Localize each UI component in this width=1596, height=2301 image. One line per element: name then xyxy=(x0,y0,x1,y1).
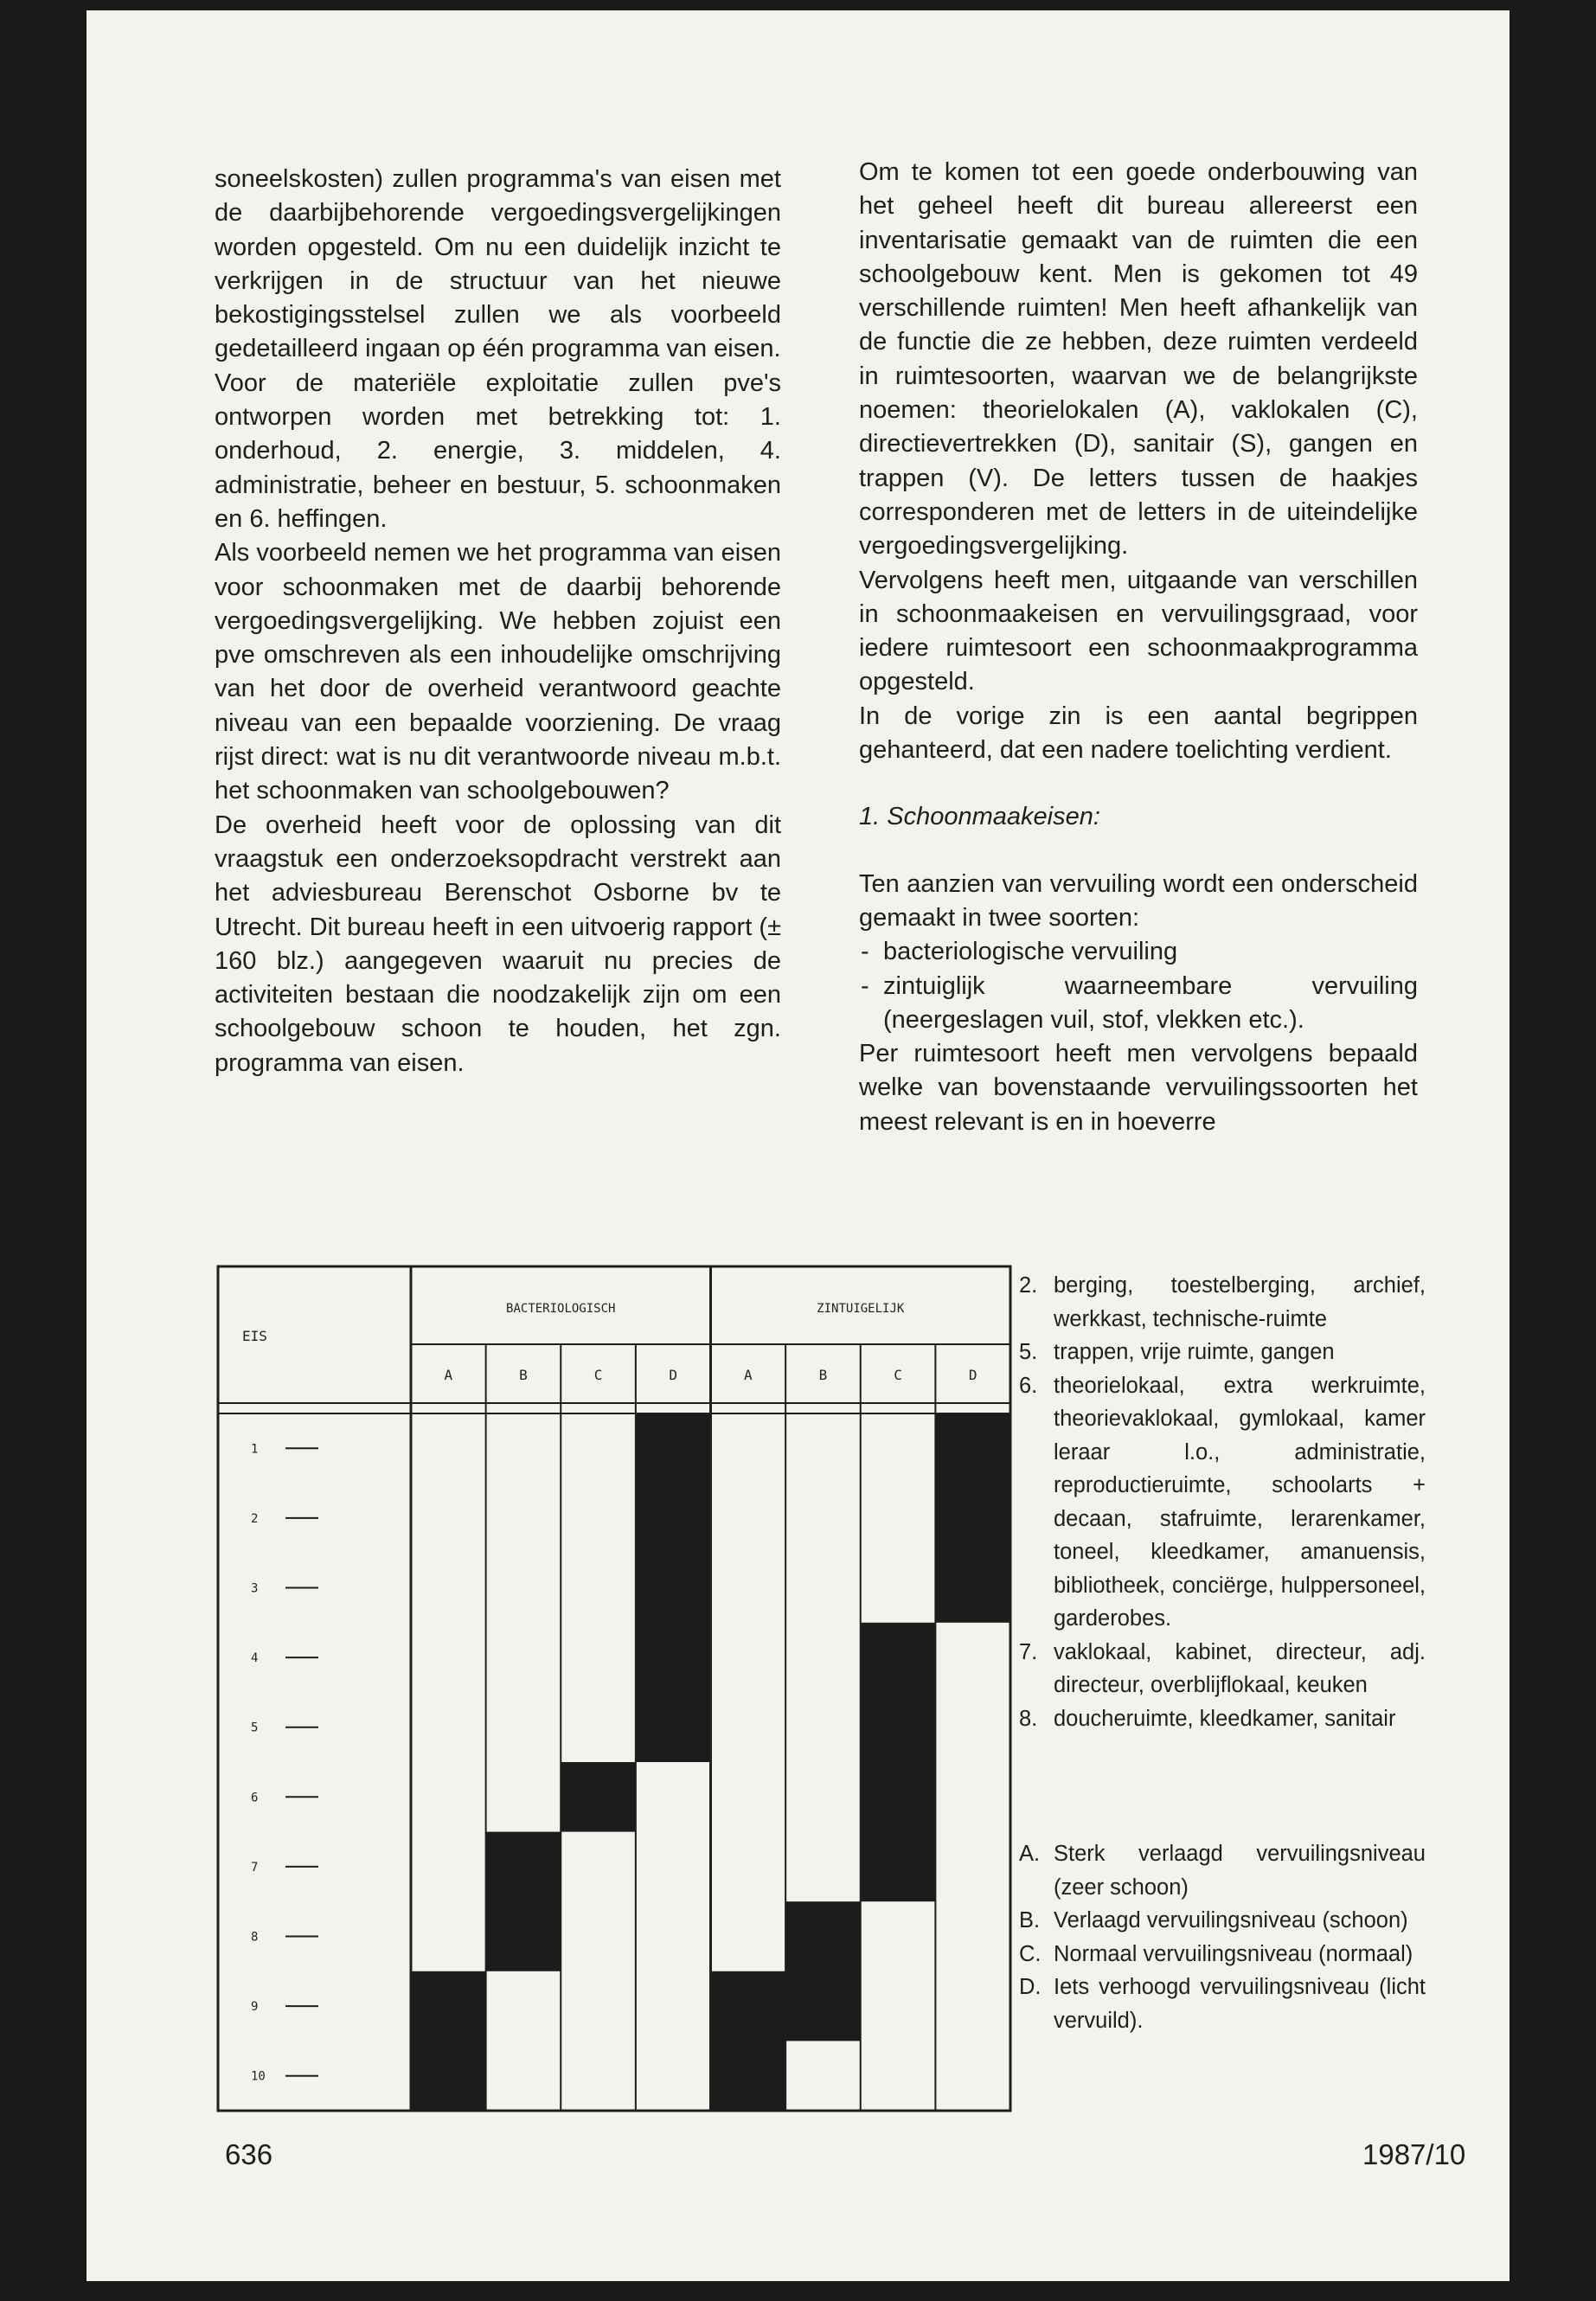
pollution-level-legend xyxy=(1019,1837,1426,2037)
list-item xyxy=(1019,1837,1426,1904)
row-header-label: EIS xyxy=(242,1328,267,1344)
item-number: 6. xyxy=(1019,1373,1038,1398)
paragraph: Per ruimtesoort heeft men vervolgens bepaald welke van bovenstaande vervuilingssoorten het meest relevant is en in hoeverre xyxy=(859,1040,1418,1136)
level-label: 5 xyxy=(251,1721,259,1735)
item-text: Iets verhoogd vervuilingsniveau (licht vervuild). xyxy=(1054,1975,1426,2033)
level-label: 3 xyxy=(251,1581,259,1596)
column-label: B xyxy=(519,1367,528,1383)
paragraph: Als voorbeeld nemen we het programma van eisen voor schoonmaken met de daarbij behorende vergoedingsvergelijking. We hebben zojuist een pve omschreven als een inhoudelijke omschrijving van het door de overheid verantwoord geachte niveau van een bepaalde voorziening. De vraag rijst direct: wat is nu dit verantwoorde niveau m.b.t. het schoonmaken van schoolgebouwen? xyxy=(215,539,781,805)
item-number: 5. xyxy=(1019,1340,1038,1364)
level-label: 7 xyxy=(251,1860,259,1875)
chart-svg xyxy=(216,1265,1012,2114)
level-label: 8 xyxy=(251,1930,259,1945)
magazine-page xyxy=(87,10,1509,2281)
issue-number: 1987/10 xyxy=(1362,2138,1466,2170)
item-text: vaklokaal, kabinet, directeur, adj. directeur, overblijflokaal, keuken xyxy=(1054,1639,1426,1697)
shaded-bar xyxy=(636,1413,711,1762)
list-item xyxy=(1019,1904,1426,1938)
paragraph: In de vorige zin is een aantal begrippen gehanteerd, dat een nadere toelichting verdient. xyxy=(859,702,1418,765)
level-label: 10 xyxy=(251,2069,266,2084)
item-text: trappen, vrije ruimte, gangen xyxy=(1054,1340,1335,1364)
list-item: - bacteriologische vervuiling xyxy=(859,935,1418,969)
pollution-type-list xyxy=(859,935,1418,1037)
page-number: 636 xyxy=(225,2138,273,2170)
column-label: A xyxy=(743,1367,753,1383)
shaded-bar xyxy=(561,1762,636,1832)
cleaning-requirements-chart xyxy=(216,1265,1012,2114)
paragraph: Om te komen tot een goede onderbouwing van het geheel heeft dit bureau allereerst een inventarisatie gemaakt van de ruimten die een schoolgebouw kent. Men is gekomen tot 49 verschillende ruimten! Men heeft afhankelijk van de functie die ze hebben, deze ruimten verdeeld in ruimtesoorten, waarvan we de belangrijkste noemen: theorielokalen (A), vaklokalen (C), directievertrekken (D), sanitair (S), gangen en trappen (V). De letters tussen de haakjes corresponderen met de letters in de uiteindelijke vergoedingsvergelijking. xyxy=(859,158,1418,561)
level-label: 9 xyxy=(251,2000,259,2015)
list-item xyxy=(1019,1269,1426,1336)
list-item xyxy=(1019,1938,1426,1971)
level-label: 4 xyxy=(251,1651,259,1666)
item-text: Verlaagd vervuilingsniveau (schoon) xyxy=(1054,1908,1408,1932)
list-item xyxy=(1019,1369,1426,1636)
item-text: Sterk verlaagd vervuilingsniveau (zeer schoon) xyxy=(1054,1842,1426,1900)
shaded-bar xyxy=(486,1832,561,1971)
section-heading: 1. Schoonmaakeisen: xyxy=(859,803,1100,831)
item-number: 8. xyxy=(1019,1706,1038,1731)
level-label: 1 xyxy=(251,1442,259,1457)
shaded-bar xyxy=(711,1971,786,2111)
item-text: theorielokaal, extra werkruimte, theorievaklokaal, gymlokaal, kamer leraar l.o., administratie, reproductieruimte, schoolarts + decaan, stafruimte, lerarenkamer, toneel, kleedkamer, amanuensis, bibliotheek, conciërge, hulppersoneel, garderobes. xyxy=(1054,1373,1426,1631)
right-column xyxy=(859,156,1418,1139)
shaded-bar xyxy=(411,1971,486,2111)
column-label: A xyxy=(444,1367,453,1383)
level-label: 2 xyxy=(251,1511,259,1526)
list-item xyxy=(1019,1636,1426,1702)
item-text: Normaal vervuilingsniveau (normaal) xyxy=(1054,1941,1413,1966)
shaded-bar xyxy=(935,1413,1010,1623)
left-column xyxy=(215,163,781,1080)
column-label: D xyxy=(669,1367,678,1383)
list-item xyxy=(1019,1336,1426,1369)
item-number: 7. xyxy=(1019,1639,1038,1664)
group-label: ZINTUIGELIJK xyxy=(817,1302,905,1316)
paragraph: Voor de materiële exploitatie zullen pve's ontworpen worden met betrekking tot: 1. onderhoud, 2. energie, 3. middelen, 4. administratie, beheer en bestuur, 5. schoonmaken en 6. heffingen. xyxy=(215,369,781,533)
item-text: doucheruimte, kleedkamer, sanitair xyxy=(1054,1706,1396,1731)
room-type-list xyxy=(1019,1269,1426,1735)
paragraph: Vervolgens heeft men, uitgaande van verschillen in schoonmaakeisen en vervuilingsgraad, voor iedere ruimtesoort een schoonmaakprogramma opgesteld. xyxy=(859,566,1418,696)
shaded-bar xyxy=(785,1901,861,2041)
column-label: B xyxy=(818,1367,828,1383)
list-item xyxy=(1019,1971,1426,2037)
column-label: C xyxy=(894,1367,902,1383)
list-item: - zintuiglijk waarneembare vervuiling (neergeslagen vuil, stof, vlekken etc.). xyxy=(859,970,1418,1038)
paragraph: soneelskosten) zullen programma's van eisen met de daarbijbehorende vergoedingsvergelijkingen worden opgesteld. Om nu een duidelijk inzicht te verkrijgen in de structuur van het nieuwe bekostigingsstelsel zullen we als voorbeeld gedetailleerd ingaan op één programma van eisen. xyxy=(215,165,781,363)
paragraph: Ten aanzien van vervuiling wordt een onderscheid gemaakt in twee soorten: xyxy=(859,869,1418,932)
paragraph: De overheid heeft voor de oplossing van dit vraagstuk een onderzoeksopdracht verstrekt aan het adviesbureau Berenschot Osborne bv te Utrecht. Dit bureau heeft in een uitvoerig rapport (± 160 blz.) aangegeven waaruit nu precies de activiteiten bestaan die noodzakelijk zijn om een schoolgebouw schoon te houden, het zgn. programma van eisen. xyxy=(215,811,781,1077)
list-item xyxy=(1019,1702,1426,1736)
item-letter: A. xyxy=(1019,1842,1041,1866)
level-label: 6 xyxy=(251,1791,259,1805)
group-label: BACTERIOLOGISCH xyxy=(506,1302,616,1316)
column-label: D xyxy=(968,1367,977,1383)
shaded-bar xyxy=(861,1623,936,1901)
item-letter: B. xyxy=(1019,1908,1041,1932)
item-letter: C. xyxy=(1019,1941,1042,1966)
item-text: berging, toestelberging, archief, werkkast, technische-ruimte xyxy=(1054,1273,1426,1331)
item-letter: D. xyxy=(1019,1975,1042,1999)
item-number: 2. xyxy=(1019,1273,1038,1298)
column-label: C xyxy=(593,1367,603,1383)
